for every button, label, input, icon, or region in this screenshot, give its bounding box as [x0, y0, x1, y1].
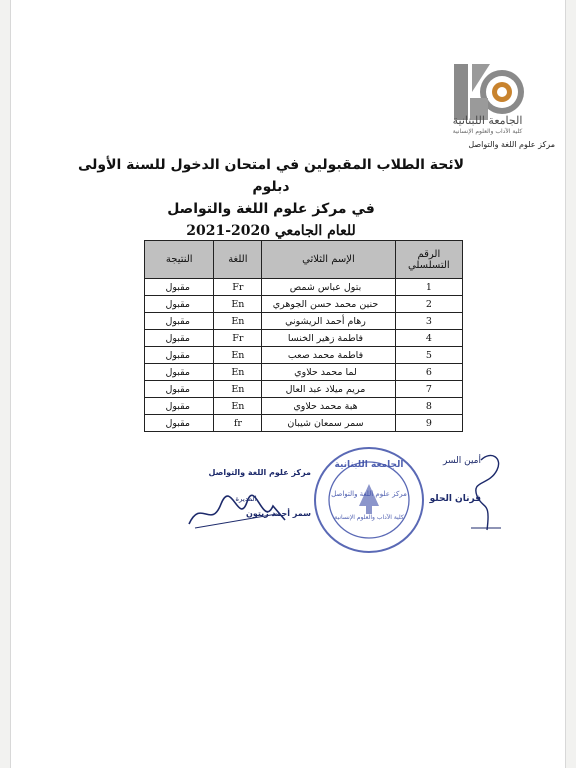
stamp-middle-text: مركز علوم اللغة والتواصل	[331, 490, 407, 498]
row-number: 4	[395, 330, 462, 347]
row-result: مقبول	[145, 279, 214, 296]
row-name: مريم ميلاد عبد العال	[262, 381, 395, 398]
director-name: سمر أحمد زيتون	[246, 509, 311, 518]
stamp-top-text: الجامعة اللبنانية	[334, 460, 404, 470]
row-language: En	[214, 296, 262, 313]
row-result: مقبول	[145, 415, 214, 432]
stamp-bottom-text: كلية الآداب والعلوم الإنسانية	[334, 514, 404, 521]
row-number: 8	[395, 398, 462, 415]
row-number: 3	[395, 313, 462, 330]
header-result: النتيجة	[145, 241, 214, 279]
header-name: الإسم الثلاثي	[262, 241, 395, 279]
title-line-1: لائحة الطلاب المقبولين في امتحان الدخول للسنة الأولى دبلوم	[77, 157, 465, 195]
row-number: 9	[395, 415, 462, 432]
row-result: مقبول	[145, 330, 214, 347]
table-row	[145, 279, 463, 296]
row-language: En	[214, 313, 262, 330]
row-number: 6	[395, 364, 462, 381]
row-name: سمر سمعان شيبان	[262, 415, 395, 432]
row-language: Fr	[214, 330, 262, 347]
director-signature-scribble-icon	[181, 490, 291, 535]
row-language: En	[214, 381, 262, 398]
row-name: لما محمد حلاوي	[262, 364, 395, 381]
table-row	[145, 347, 463, 364]
table-row	[145, 381, 463, 398]
row-name: بتول عباس شمص	[262, 279, 395, 296]
secretary-name: فرنان الحلو	[429, 494, 481, 504]
row-result: مقبول	[145, 347, 214, 364]
table-header-row	[145, 241, 463, 279]
row-language: En	[214, 347, 262, 364]
table-row	[145, 313, 463, 330]
row-name: رهام أحمد الريشوني	[262, 313, 395, 330]
table-row	[145, 330, 463, 347]
row-result: مقبول	[145, 398, 214, 415]
row-language: En	[214, 398, 262, 415]
director-center-name: مركز علوم اللغة والتواصل	[208, 468, 311, 477]
document-title	[71, 154, 471, 242]
header-language: اللغة	[214, 241, 262, 279]
document-page	[10, 0, 566, 768]
stamp-text	[317, 460, 421, 521]
row-name: فاطمة زهير الخنسا	[262, 330, 395, 347]
logo-university-name: الجامعة اللبنانية	[452, 114, 523, 127]
row-name: حنين محمد حسن الجوهري	[262, 296, 395, 313]
logo-text	[450, 114, 525, 136]
table-row	[145, 415, 463, 432]
row-language: Fr	[214, 279, 262, 296]
row-language: fr	[214, 415, 262, 432]
row-name: فاطمة محمد صعب	[262, 347, 395, 364]
table-row	[145, 296, 463, 313]
logo-faculty-name: كلية الآداب والعلوم الإنسانية	[452, 128, 523, 135]
row-number: 1	[395, 279, 462, 296]
row-number: 2	[395, 296, 462, 313]
header-center-name: مركز علوم اللغة والتواصل	[468, 140, 555, 149]
row-result: مقبول	[145, 296, 214, 313]
secretary-signature-scribble-icon	[441, 440, 521, 540]
table-row	[145, 364, 463, 381]
row-language: En	[214, 364, 262, 381]
row-result: مقبول	[145, 313, 214, 330]
accepted-students-table	[144, 240, 463, 432]
row-number: 5	[395, 347, 462, 364]
row-number: 7	[395, 381, 462, 398]
row-name: هبة محمد حلاوي	[262, 398, 395, 415]
director-role: المديرة	[235, 495, 257, 503]
table-row	[145, 398, 463, 415]
lebanese-university-logo-icon	[450, 62, 525, 122]
row-result: مقبول	[145, 381, 214, 398]
row-result: مقبول	[145, 364, 214, 381]
title-line-2: في مركز علوم اللغة والتواصل	[167, 201, 375, 217]
header-number: الرقم التسلسلي	[395, 241, 462, 279]
secretary-role: أمين السر	[443, 456, 481, 466]
title-line-3: للعام الجامعي 2020-2021	[186, 223, 356, 239]
